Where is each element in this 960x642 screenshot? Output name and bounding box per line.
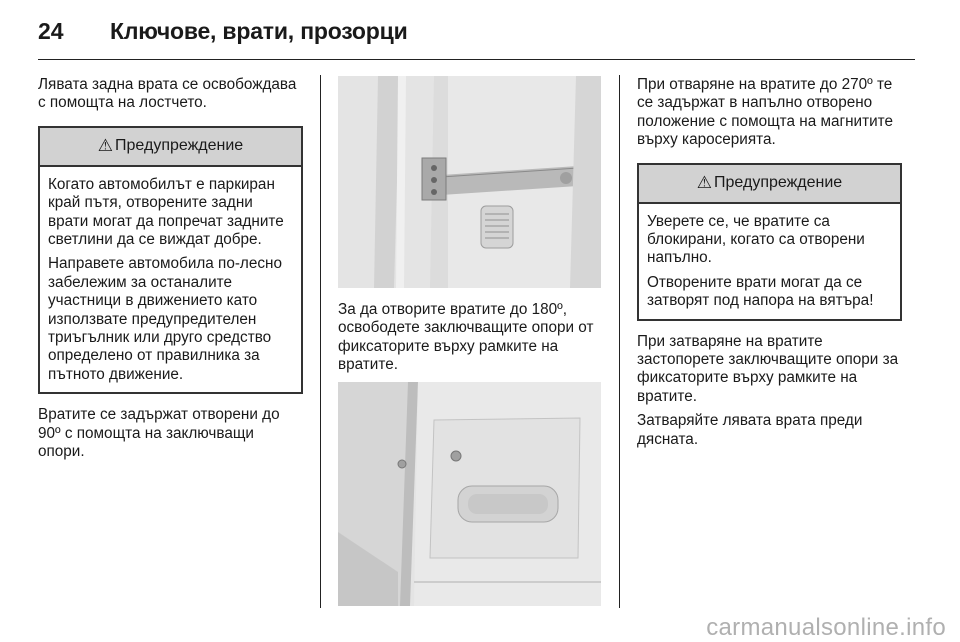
warning-paragraph: Когато автомобилът е паркиран край пътя, отворените задни врати могат да попречат задните светлини да се виждат добре. (48, 175, 284, 249)
rear-door-illustration (338, 382, 601, 606)
column-middle (338, 301, 606, 375)
body-paragraph: Вратите се задържат отворени до 90º с помощта на заключващи опори. (38, 406, 280, 461)
chapter-title: Ключове, врати, прозорци (110, 17, 408, 44)
door-stay-illustration (338, 76, 601, 288)
intro-paragraph: При отваряне на вратите до 270º те се задържат в напълно отворено положение с помощта на магнитите върху каросерията. (637, 76, 893, 149)
warning-paragraph: Уверете се, че вратите са блокирани, когато са отворени напълно. (647, 212, 865, 267)
warning-triangle-icon: ⚠ (696, 173, 713, 193)
watermark: carmanualsonline.info (706, 614, 946, 641)
warning-box (38, 126, 303, 394)
body-paragraph: Затваряйте лявата врата преди дясната. (637, 412, 863, 448)
column-divider (619, 75, 620, 608)
intro-paragraph: Лявата задна врата се освобождава с помощта на лостчето. (38, 76, 297, 112)
warning-paragraph: Отворените врати могат да се затворят под напора на вятъра! (647, 273, 874, 310)
column-divider (320, 75, 321, 608)
warning-box (637, 163, 902, 321)
column-left (38, 76, 303, 462)
warning-title: Предупреждение (115, 137, 244, 155)
warning-body (40, 167, 301, 392)
figure-caption: За да отворите вратите до 180º, освободете заключващите опори от фиксаторите върху рамките на вратите. (338, 301, 594, 374)
page-number: 24 (38, 17, 64, 44)
warning-paragraph: Направете автомобила по-лесно забележим за останалите участници в движението като използвате предупредителен триъгълник или друго средство определено от правилника за пътното движение. (48, 255, 282, 383)
warning-header (639, 165, 900, 204)
warning-title: Предупреждение (714, 174, 843, 192)
warning-triangle-icon: ⚠ (97, 136, 114, 156)
warning-body (639, 204, 900, 319)
column-right (637, 76, 902, 449)
header-rule (38, 59, 915, 60)
page-header (38, 6, 408, 56)
warning-header (40, 128, 301, 167)
body-paragraph: При затваряне на вратите застопорете заключващите опори за фиксаторите върху рамките на вратите. (637, 332, 899, 405)
